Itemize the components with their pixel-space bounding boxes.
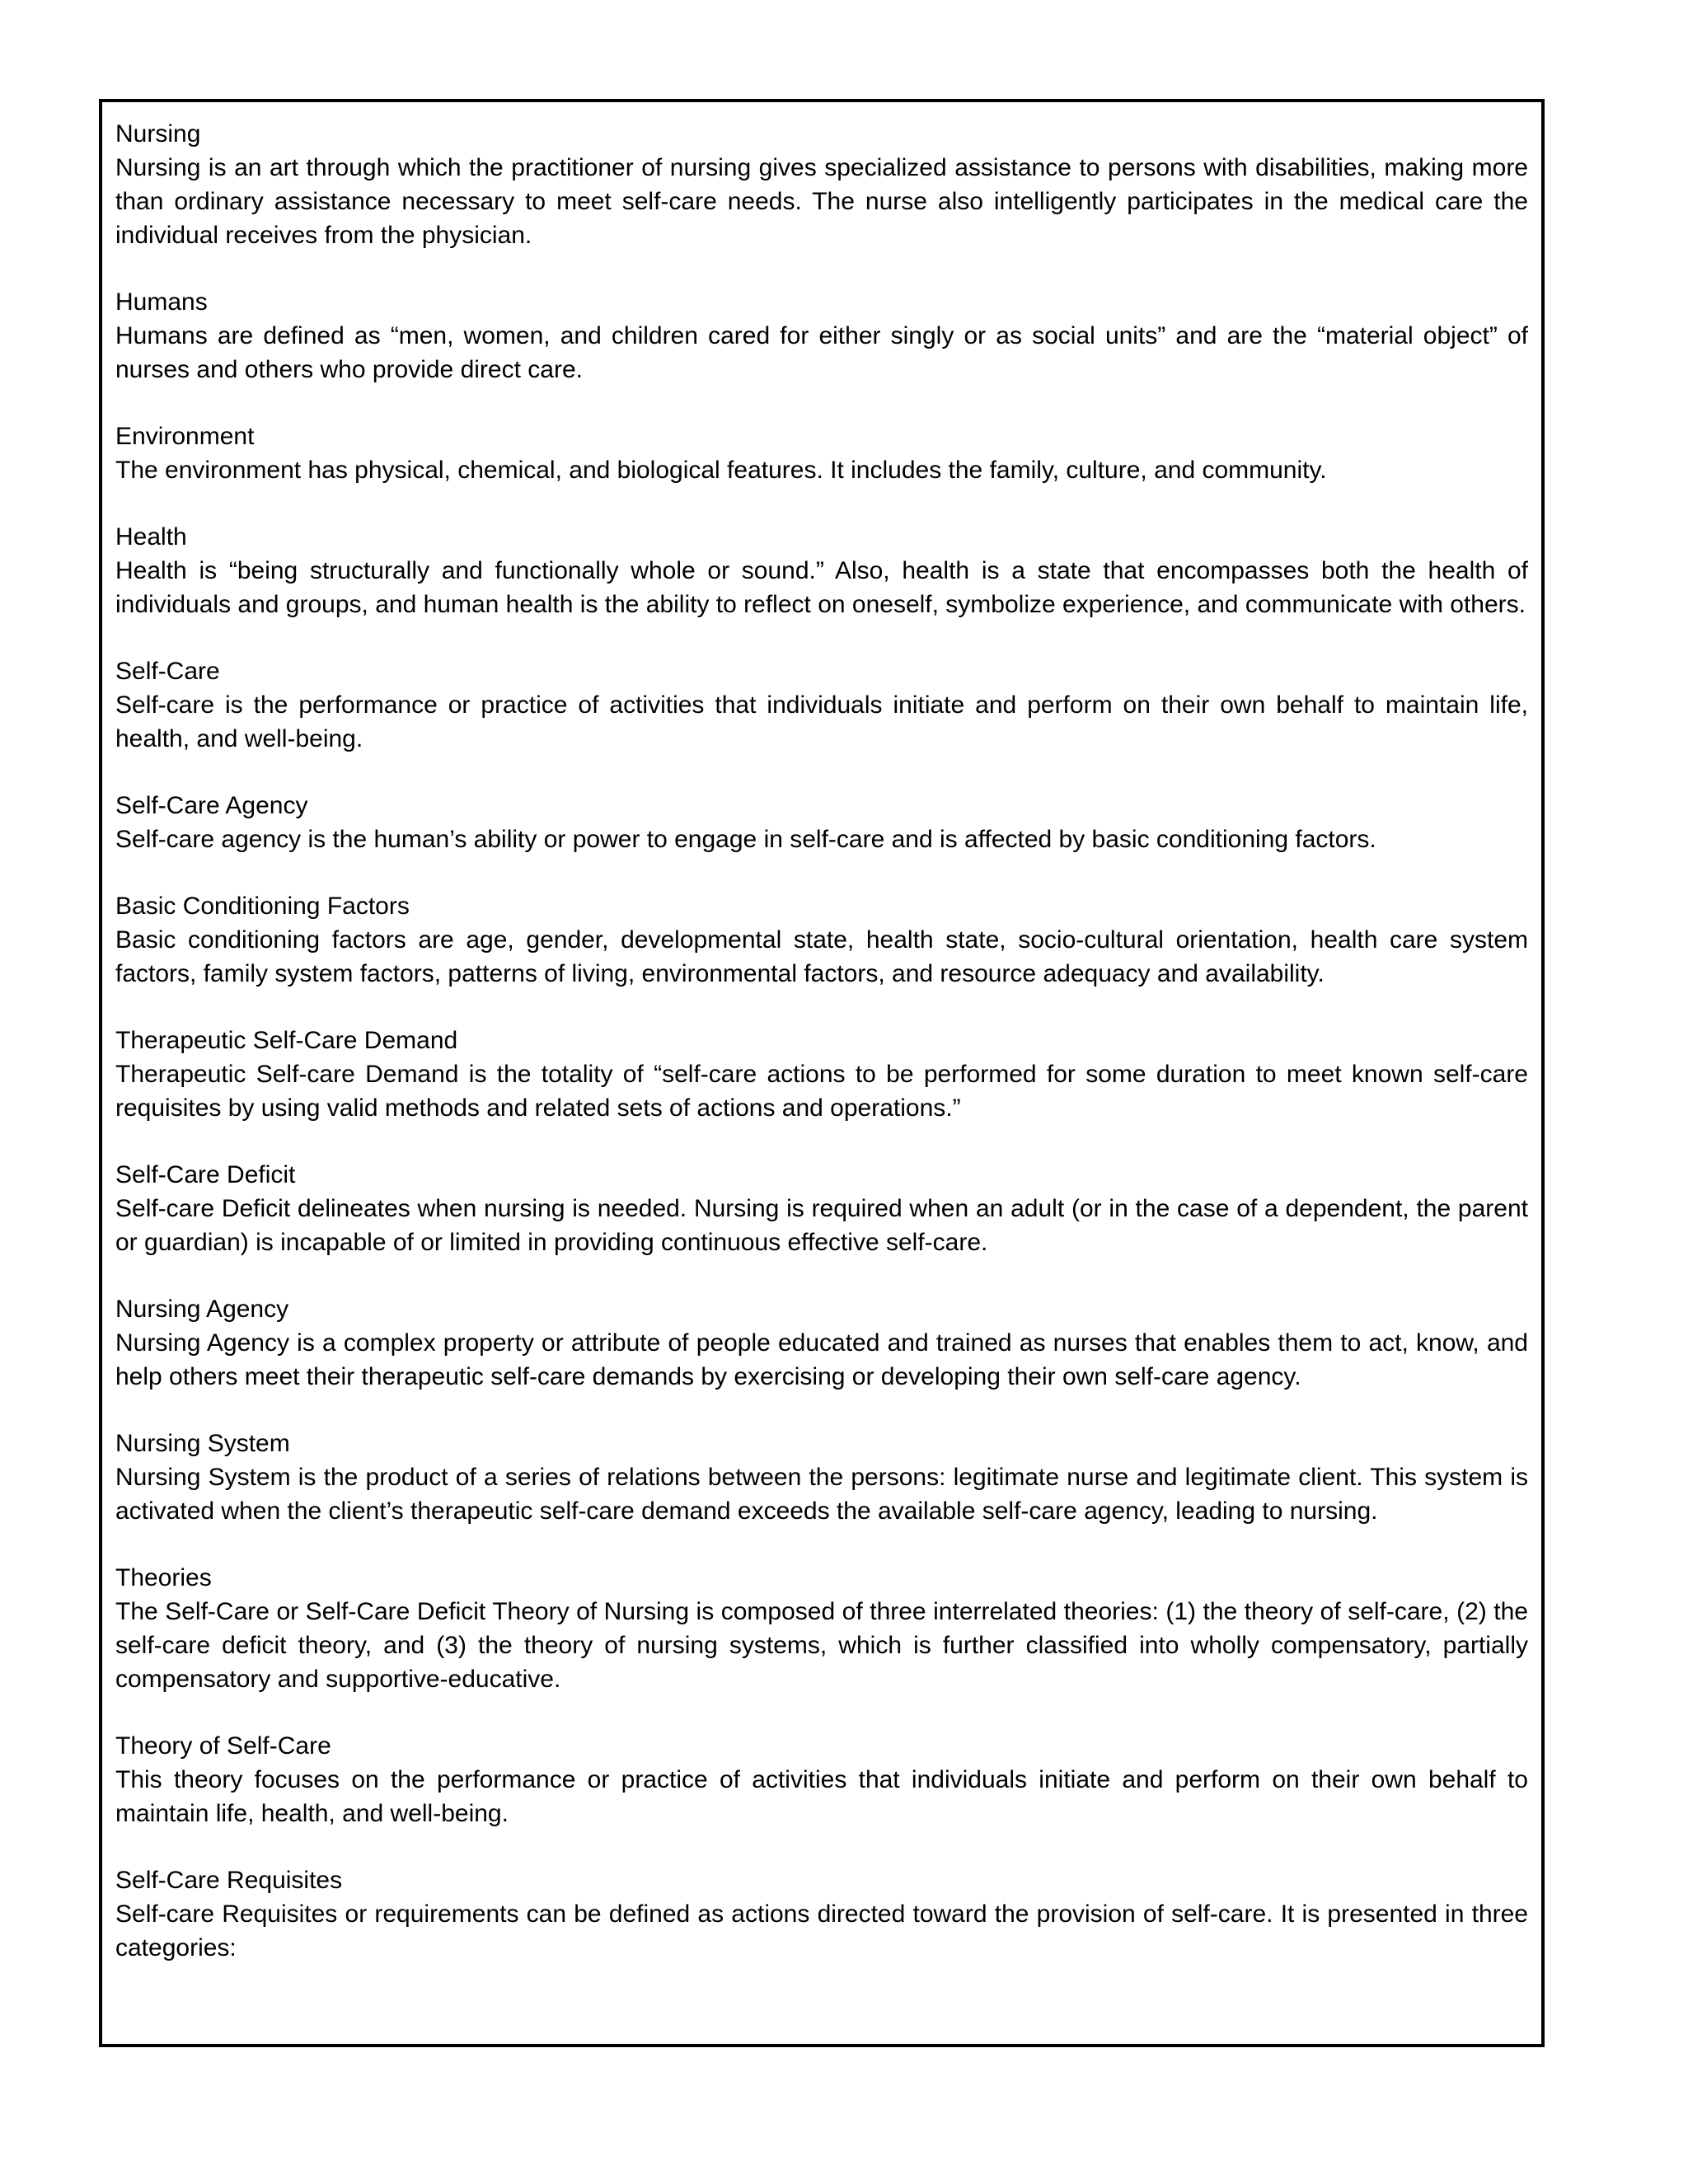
section-humans — [115, 285, 1528, 387]
section-text: Self-care is the performance or practice of activities that individuals initiate and perform on their own behalf to maintain life, health, and well-being. — [115, 691, 1528, 752]
section-text: Nursing is an art through which the practitioner of nursing gives specialized assistance to persons with disabilities, making more than ordinary assistance necessary to meet self-care needs. The nurse also intelligently participates in the medical care the individual receives from the physician. — [115, 154, 1528, 249]
section-nursing-agency — [115, 1292, 1528, 1394]
section-heading: Nursing — [115, 120, 201, 148]
section-heading: Therapeutic Self-Care Demand — [115, 1027, 458, 1054]
section-text: The environment has physical, chemical, and biological features. It includes the family, culture, and community. — [115, 457, 1327, 484]
section-theory-of-self-care — [115, 1729, 1528, 1830]
section-heading: Basic Conditioning Factors — [115, 893, 410, 920]
section-theories — [115, 1561, 1528, 1696]
section-text: Self-care Requisites or requirements can be defined as actions directed toward the provision of self-care. It is presented in three categories: — [115, 1900, 1528, 1961]
document-box — [99, 99, 1545, 2047]
section-text: This theory focuses on the performance or practice of activities that individuals initiate and perform on their own behalf to maintain life, health, and well-being. — [115, 1766, 1528, 1827]
section-self-care-requisites — [115, 1863, 1528, 1965]
section-therapeutic-self-care-demand — [115, 1024, 1528, 1125]
section-heading: Theories — [115, 1564, 212, 1591]
section-nursing — [115, 117, 1528, 252]
section-text: Basic conditioning factors are age, gender, developmental state, health state, socio-cultural orientation, health care system factors, family system factors, patterns of living, environmental factors, and resource adequacy and availability. — [115, 926, 1528, 987]
section-text: Humans are defined as “men, women, and children cared for either singly or as social units” and are the “material object” of nurses and others who provide direct care. — [115, 322, 1528, 383]
section-text: Self-care Deficit delineates when nursing is needed. Nursing is required when an adult (or in the case of a dependent, the parent or guardian) is incapable of or limited in providing continuous effective self-care. — [115, 1195, 1528, 1256]
section-heading: Self-Care Agency — [115, 792, 308, 819]
section-heading: Humans — [115, 288, 208, 316]
section-text: Nursing System is the product of a series of relations between the persons: legitimate nurse and legitimate client. This system is activated when the client’s therapeutic self-care demand exceeds the available self-care agency, leading to nursing. — [115, 1464, 1528, 1525]
section-self-care — [115, 654, 1528, 756]
section-self-care-deficit — [115, 1158, 1528, 1259]
section-nursing-system — [115, 1427, 1528, 1528]
section-heading: Environment — [115, 423, 255, 450]
section-text: Self-care agency is the human’s ability or power to engage in self-care and is affected by basic conditioning factors. — [115, 826, 1376, 853]
section-health — [115, 520, 1528, 621]
section-basic-conditioning-factors — [115, 889, 1528, 991]
section-heading: Self-Care Deficit — [115, 1161, 296, 1188]
section-heading: Nursing System — [115, 1430, 290, 1457]
section-text: Nursing Agency is a complex property or attribute of people educated and trained as nurses that enables them to act, know, and help others meet their therapeutic self-care demands by exercising or developing their own self-care agency. — [115, 1329, 1528, 1390]
section-heading: Nursing Agency — [115, 1296, 289, 1323]
section-text: Health is “being structurally and functionally whole or sound.” Also, health is a state that encompasses both the health of individuals and groups, and human health is the ability to reflect on oneself, symbolize experience, and communicate with others. — [115, 557, 1528, 618]
section-heading: Health — [115, 523, 187, 551]
section-text: The Self-Care or Self-Care Deficit Theory of Nursing is composed of three interrelated theories: (1) the theory of self-care, (2) the self-care deficit theory, and (3) the theory of nursing systems, which is further classified into wholly compensatory, partially compensatory and supportive-educative. — [115, 1598, 1528, 1693]
section-environment — [115, 419, 1528, 487]
section-self-care-agency — [115, 789, 1528, 856]
section-text: Therapeutic Self-care Demand is the totality of “self-care actions to be performed for some duration to meet known self-care requisites by using valid methods and related sets of actions and operations.” — [115, 1061, 1528, 1122]
section-heading: Self-Care Requisites — [115, 1867, 343, 1894]
section-heading: Self-Care — [115, 658, 220, 685]
section-heading: Theory of Self-Care — [115, 1732, 331, 1760]
